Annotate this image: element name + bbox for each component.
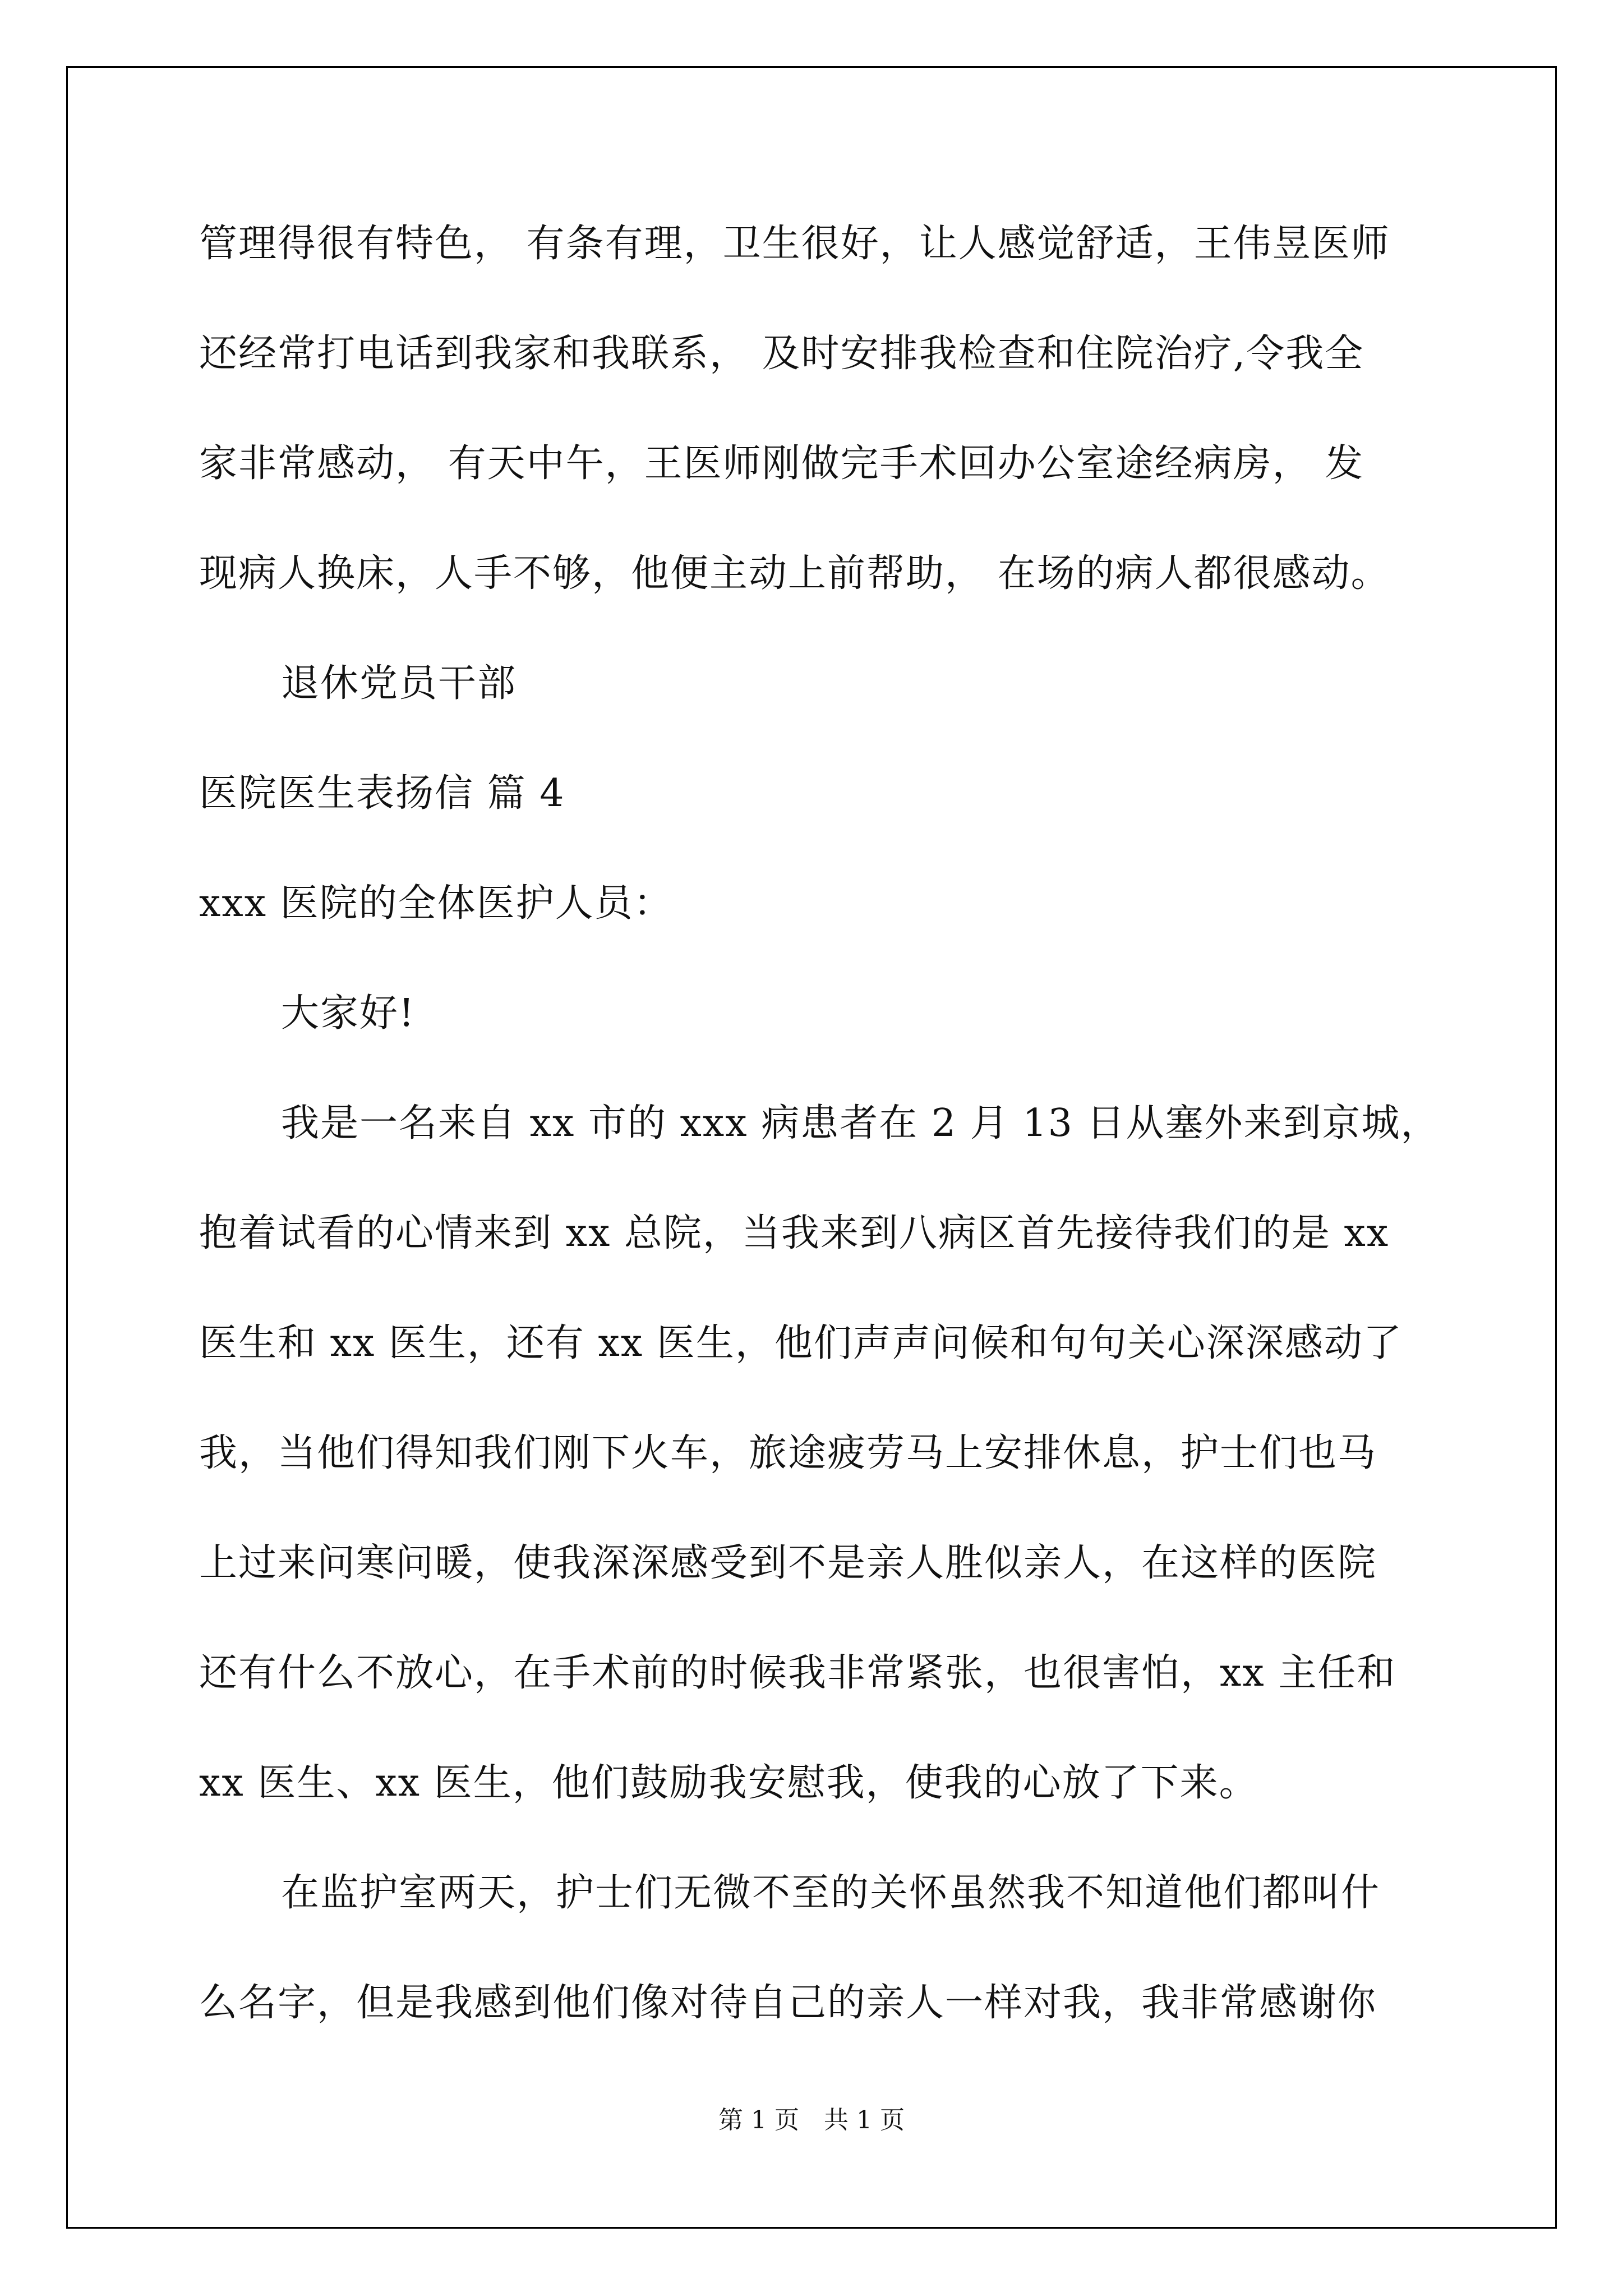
text-line: 在监护室两天，护士们无微不至的关怀虽然我不知道他们都叫什 bbox=[281, 1871, 1381, 1915]
text-line: 现病人换床，人手不够，他便主动上前帮助， 在场的病人都很感动。 bbox=[199, 551, 1390, 596]
text-line: xx 医生、xx 医生，他们鼓励我安慰我，使我的心放了下来。 bbox=[199, 1761, 1258, 1805]
text-line: 管理得很有特色， 有条有理，卫生很好，让人感觉舒适，王伟昱医师 bbox=[199, 222, 1390, 266]
text-line: 抱着试看的心情来到 xx 总院，当我来到八病区首先接待我们的是 xx bbox=[199, 1211, 1390, 1255]
text-line: 我，当他们得知我们刚下火车，旅途疲劳马上安排休息，护士们也马 bbox=[199, 1431, 1377, 1475]
section-heading: 医院医生表扬信 篇 4 bbox=[199, 771, 565, 816]
text-line: 医生和 xx 医生，还有 xx 医生，他们声声问候和句句关心深深感动了 bbox=[199, 1321, 1403, 1365]
text-line: 家非常感动， 有天中午，王医师刚做完手术回办公室途经病房， 发 bbox=[199, 441, 1364, 486]
salutation: xxx 医院的全体医护人员： bbox=[199, 881, 673, 926]
text-line: 还经常打电话到我家和我联系， 及时安排我检查和住院治疗,令我全 bbox=[199, 332, 1364, 376]
page-number-footer: 第 1 页 共 1 页 bbox=[718, 2106, 905, 2134]
signature-line: 退休党员干部 bbox=[281, 661, 517, 706]
text-line: 上过来问寒问暖，使我深深感受到不是亲人胜似亲人，在这样的医院 bbox=[199, 1541, 1377, 1585]
text-line: 还有什么不放心，在手术前的时候我非常紧张，也很害怕，xx 主任和 bbox=[199, 1651, 1396, 1695]
text-line: 我是一名来自 xx 市的 xxx 病患者在 2 月 13 日从塞外来到京城， bbox=[281, 1101, 1440, 1145]
text-line: 么名字，但是我感到他们像对待自己的亲人一样对我，我非常感谢你 bbox=[199, 1981, 1377, 2025]
greeting: 大家好! bbox=[281, 991, 416, 1036]
